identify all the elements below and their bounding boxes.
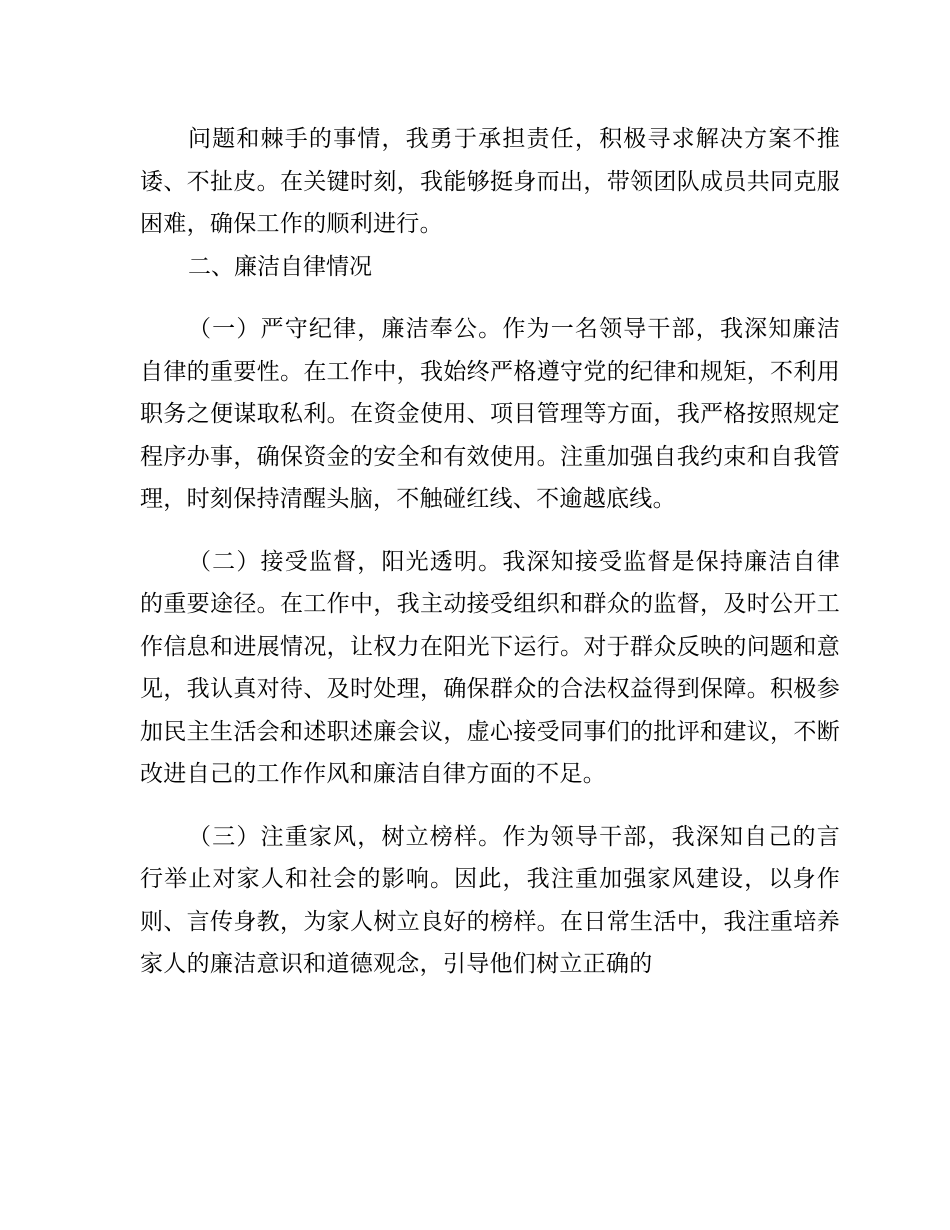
paragraph-family-tradition: （三）注重家风，树立榜样。作为领导干部，我深知自己的言行举止对家人和社会的影响。因此，我注重加强家风建设，以身作则、言传身教，为家人树立良好的榜样。在日常生活中，我注重培养家人的廉洁意识和道德观念，引导他们树立正确的 bbox=[140, 823, 840, 977]
section-heading-integrity: 二、廉洁自律情况 bbox=[188, 253, 372, 280]
paragraph-supervision: （二）接受监督，阳光透明。我深知接受监督是保持廉洁自律的重要途径。在工作中，我主动接受组织和群众的监督，及时公开工作信息和进展情况，让权力在阳光下运行。对于群众反映的问题和意见，我认真对待、及时处理，确保群众的合法权益得到保障。积极参加民主生活会和述职述廉会议，虚心接受同事们的批评和建议，不断改进自己的工作作风和廉洁自律方面的不足。 bbox=[140, 548, 840, 787]
paragraph-discipline: （一）严守纪律，廉洁奉公。作为一名领导干部，我深知廉洁自律的重要性。在工作中，我始终严格遵守党的纪律和规矩，不利用职务之便谋取私利。在资金使用、项目管理等方面，我严格按照规定程序办事，确保资金的安全和有效使用。注重加强自我约束和自我管理，时刻保持清醒头脑，不触碰红线、不逾越底线。 bbox=[140, 316, 840, 512]
paragraph-responsibility: 问题和棘手的事情，我勇于承担责任，积极寻求解决方案不推诿、不扯皮。在关键时刻，我能够挺身而出，带领团队成员共同克服困难，确保工作的顺利进行。 bbox=[140, 126, 840, 237]
document-body bbox=[140, 118, 840, 986]
